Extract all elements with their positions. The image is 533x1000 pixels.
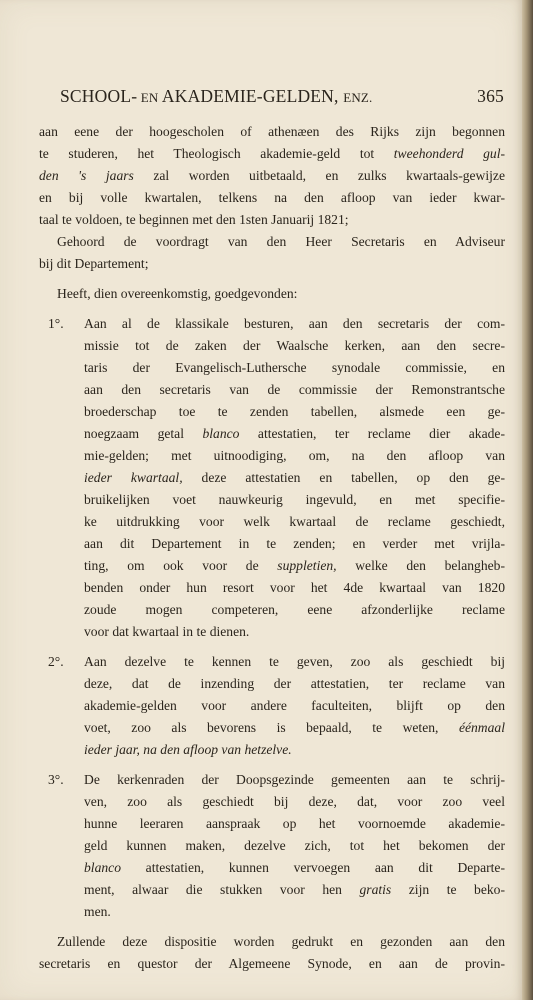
list-item-1: 1°. Aan al de klassikale besturen, aan den secretaris der com- missie tot de zaken der Waalsche kerken, aan den secre- taris der Evangelisch-Luthersche synodale commissie, en aan den secretaris van de commissie der Remonstrantsche broederschap toe te zenden tabellen, alsmede een ge- noegzaam getal blanco attestatien, ter reclame dier akade- mie-gelden; met uitnoodiging, om, na den afloop van ieder kwartaal, deze attestatien en tabellen, op den ge- bruikelijken voet nauwkeurig ingevuld, en met specifie- ke uitdrukking voor welk kwartaal de reclame geschiedt, aan dit Departement in te zenden; en verder met vrijla- ting, om ook voor de suppletien, welke den belangheb- benden onder hun resort voor het 4de kwartaal van 1820 zoude mogen competeren, eene afzonderlijke reclame voor dat kwartaal in te dienen. xyxy=(39,313,505,643)
item-number: 2°. xyxy=(48,654,64,669)
list-item-2: 2°. Aan dezelve te kennen te geven, zoo als geschiedt bij deze, dat de inzending der attestatien, ter reclame van akademie-gelden voor andere faculteiten, blijft op den voet, zoo als bevorens is bepaald, te weten, éénmaal ieder jaar, na den afloop van hetzelve. xyxy=(39,651,505,761)
item-number: 1°. xyxy=(48,316,64,331)
page-number: 365 xyxy=(477,86,504,106)
page-edge xyxy=(522,0,533,1000)
intro-paragraph: aan eene der hoogescholen of athenæen des Rijks zijn begonnen te studeren, het Theologisch akademie-geld tot tweehonderd gul- den 's jaars zal worden uitbetaald, en zulks kwartaals-gewijze en bij volle kwartalen, telkens na den afloop van ieder kwar- taal te voldoen, te beginnen met den 1sten Januarij 1821; xyxy=(39,124,505,227)
heeft-line: Heeft, dien overeenkomstig, goedgevonden: xyxy=(57,286,298,301)
closing-paragraph: Zullende deze dispositie worden gedrukt en gezonden aan den secretaris en questor der Algemeene Synode, en aan de provin- xyxy=(39,934,505,971)
item-number: 3°. xyxy=(48,772,64,787)
running-header xyxy=(60,86,504,107)
list-item-3: 3°. De kerkenraden der Doopsgezinde gemeenten aan te schrij- ven, zoo als geschiedt bij deze, dat, voor zoo veel hunne leeraren aanspraak op het voornoemde akademie- geld kunnen maken, dezelve zich, tot het bekomen der blanco attestatien, kunnen vervoegen aan dit Departe- ment, alwaar die stukken voor hen gratis zijn te beko- men. xyxy=(39,769,505,923)
page-body xyxy=(39,121,505,975)
gehoord-paragraph: Gehoord de voordragt van den Heer Secretaris en Adviseur bij dit Departement; xyxy=(39,234,505,271)
running-title: SCHOOL- EN AKADEMIE-GELDEN, ENZ. xyxy=(60,86,373,106)
